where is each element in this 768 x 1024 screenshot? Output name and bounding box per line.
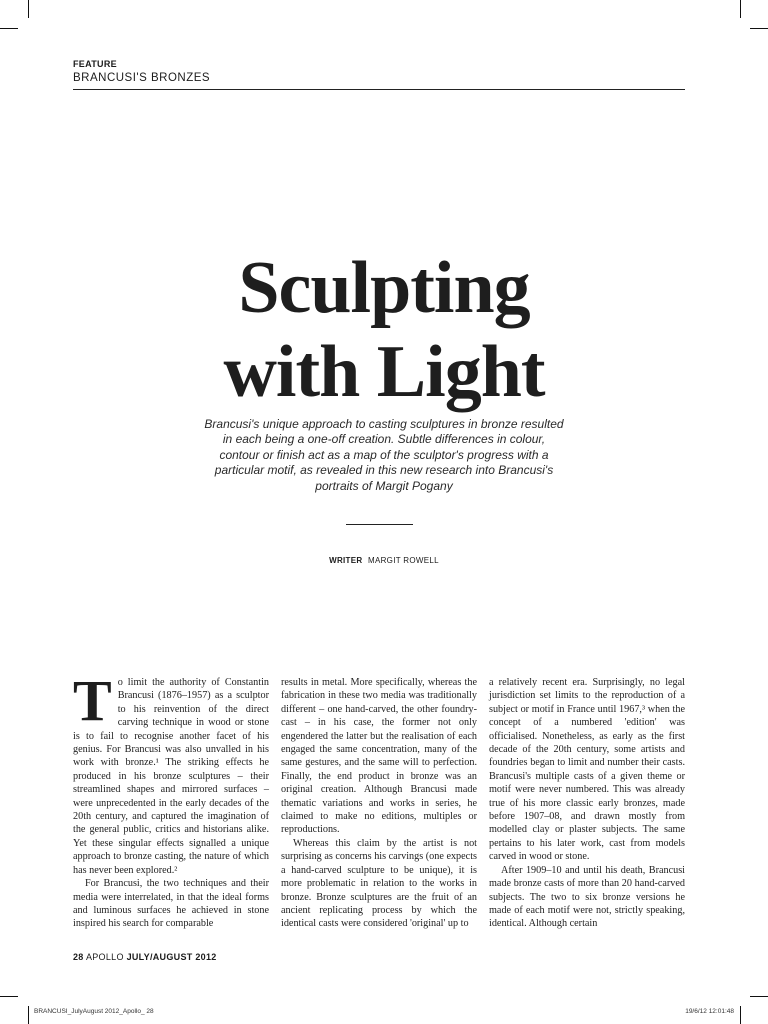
byline-label: WRITER bbox=[329, 556, 363, 565]
title-line-1: Sculpting bbox=[238, 247, 530, 329]
article-title bbox=[0, 246, 768, 414]
issue-date: JULY/AUGUST 2012 bbox=[126, 952, 217, 962]
byline bbox=[0, 556, 768, 565]
byline-author: MARGIT ROWELL bbox=[368, 556, 439, 565]
crop-mark bbox=[0, 28, 18, 29]
body-paragraph: a relatively recent era. Surprisingly, no legal jurisdiction set limits to the reproduction of a subject or motif in France until 1967,³ when the concept of a numbered 'edition' was officialised. Nonetheless, as early as the first decade of the 20th century, some artists and foundries began to limit and number their casts. Brancusi's multiple casts of a given theme or motif were never numbered. This was already true of his more classic early bronzes, made before 1907–08, and drawn mostly from modelled clay or plaster subjects. The same pertains to his later work, cast from models carved in wood or stone. bbox=[489, 677, 685, 863]
deck-divider bbox=[346, 524, 413, 525]
paragraph-text: o limit the authority of Constantin Brancusi (1876–1957) as a sculptor to his reinvention of the direct carving technique in wood or stone is to fail to recognise another facet of his genius. For Brancusi was also unvalled in his work with bronze.¹ The striking effects he produced in his bronze sculptures – their streamlined shapes and mirrored surfaces – were unprecedented in the early decades of the 20th century, and captured the imagination of the general public, critics and historians alike. Yet these singular effects signalled a unique approach to bronze casting, the nature of which has never been explored.² bbox=[73, 677, 269, 876]
crop-mark bbox=[0, 996, 18, 997]
body-paragraph: For Brancusi, the two techniques and their media were interrelated, in that the ideal forms and luminous surfaces he achieved in stone inspired his search for comparable bbox=[73, 878, 269, 930]
crop-mark bbox=[740, 0, 741, 18]
crop-mark bbox=[750, 996, 768, 997]
page-footer bbox=[73, 952, 217, 962]
section-title: BRANCUSI'S BRONZES bbox=[73, 72, 211, 84]
crop-mark bbox=[28, 1006, 29, 1024]
body-paragraph: results in metal. More specifically, whereas the fabrication in these two media was traditionally different – one hand-carved, the other foundry-cast – in his case, the former not only engendered the latter but the realisation of each engaged the same concentration, many of the same gestures, and the same will to perfection. Finally, the end product in bronze was an original creation. Although Brancusi made thematic variations and works in series, he claimed to make no editions, multiples or reproductions. bbox=[281, 677, 477, 836]
body-paragraph bbox=[73, 668, 269, 877]
page-header bbox=[73, 58, 685, 85]
section-label: FEATURE bbox=[73, 59, 117, 69]
print-slug-timestamp: 19/6/12 12:01:48 bbox=[685, 1008, 734, 1015]
body-column-2 bbox=[281, 676, 477, 931]
body-paragraph: Whereas this claim by the artist is not surprising as concerns his carvings (one expects a hand-carved sculpture to be unique), it is more problematic in relation to the works in bronze. Bronze sculptures are the fruit of an ancient replicating process by which the identical casts were considered 'original' up to bbox=[281, 837, 477, 930]
crop-mark bbox=[740, 1006, 741, 1024]
standfirst: Brancusi's unique approach to casting sculptures in bronze resulted in each being a one-off creation. Subtle differences in colour, contour or finish act as a map of the sculptor's progress with a particular motif, as revealed in this new research into Brancusi's portraits of Margit Pogany bbox=[204, 417, 564, 493]
crop-mark bbox=[750, 28, 768, 29]
page-number: 28 bbox=[73, 952, 84, 962]
body-column-3 bbox=[489, 676, 685, 931]
crop-mark bbox=[28, 0, 29, 18]
print-slug-file: BRANCUSI_JulyAugust 2012_Apollo_ 28 bbox=[34, 1008, 154, 1015]
header-divider bbox=[73, 89, 685, 90]
drop-cap: T bbox=[73, 668, 112, 733]
title-line-2: with Light bbox=[223, 331, 545, 413]
publication-name: APOLLO bbox=[85, 952, 124, 962]
body-paragraph: After 1909–10 and until his death, Brancusi made bronze casts of more than 20 hand-carved subjects. The two to six bronze versions he made of each motif were not, strictly speaking, identical. Although certain bbox=[489, 864, 685, 930]
body-column-1 bbox=[73, 668, 269, 931]
